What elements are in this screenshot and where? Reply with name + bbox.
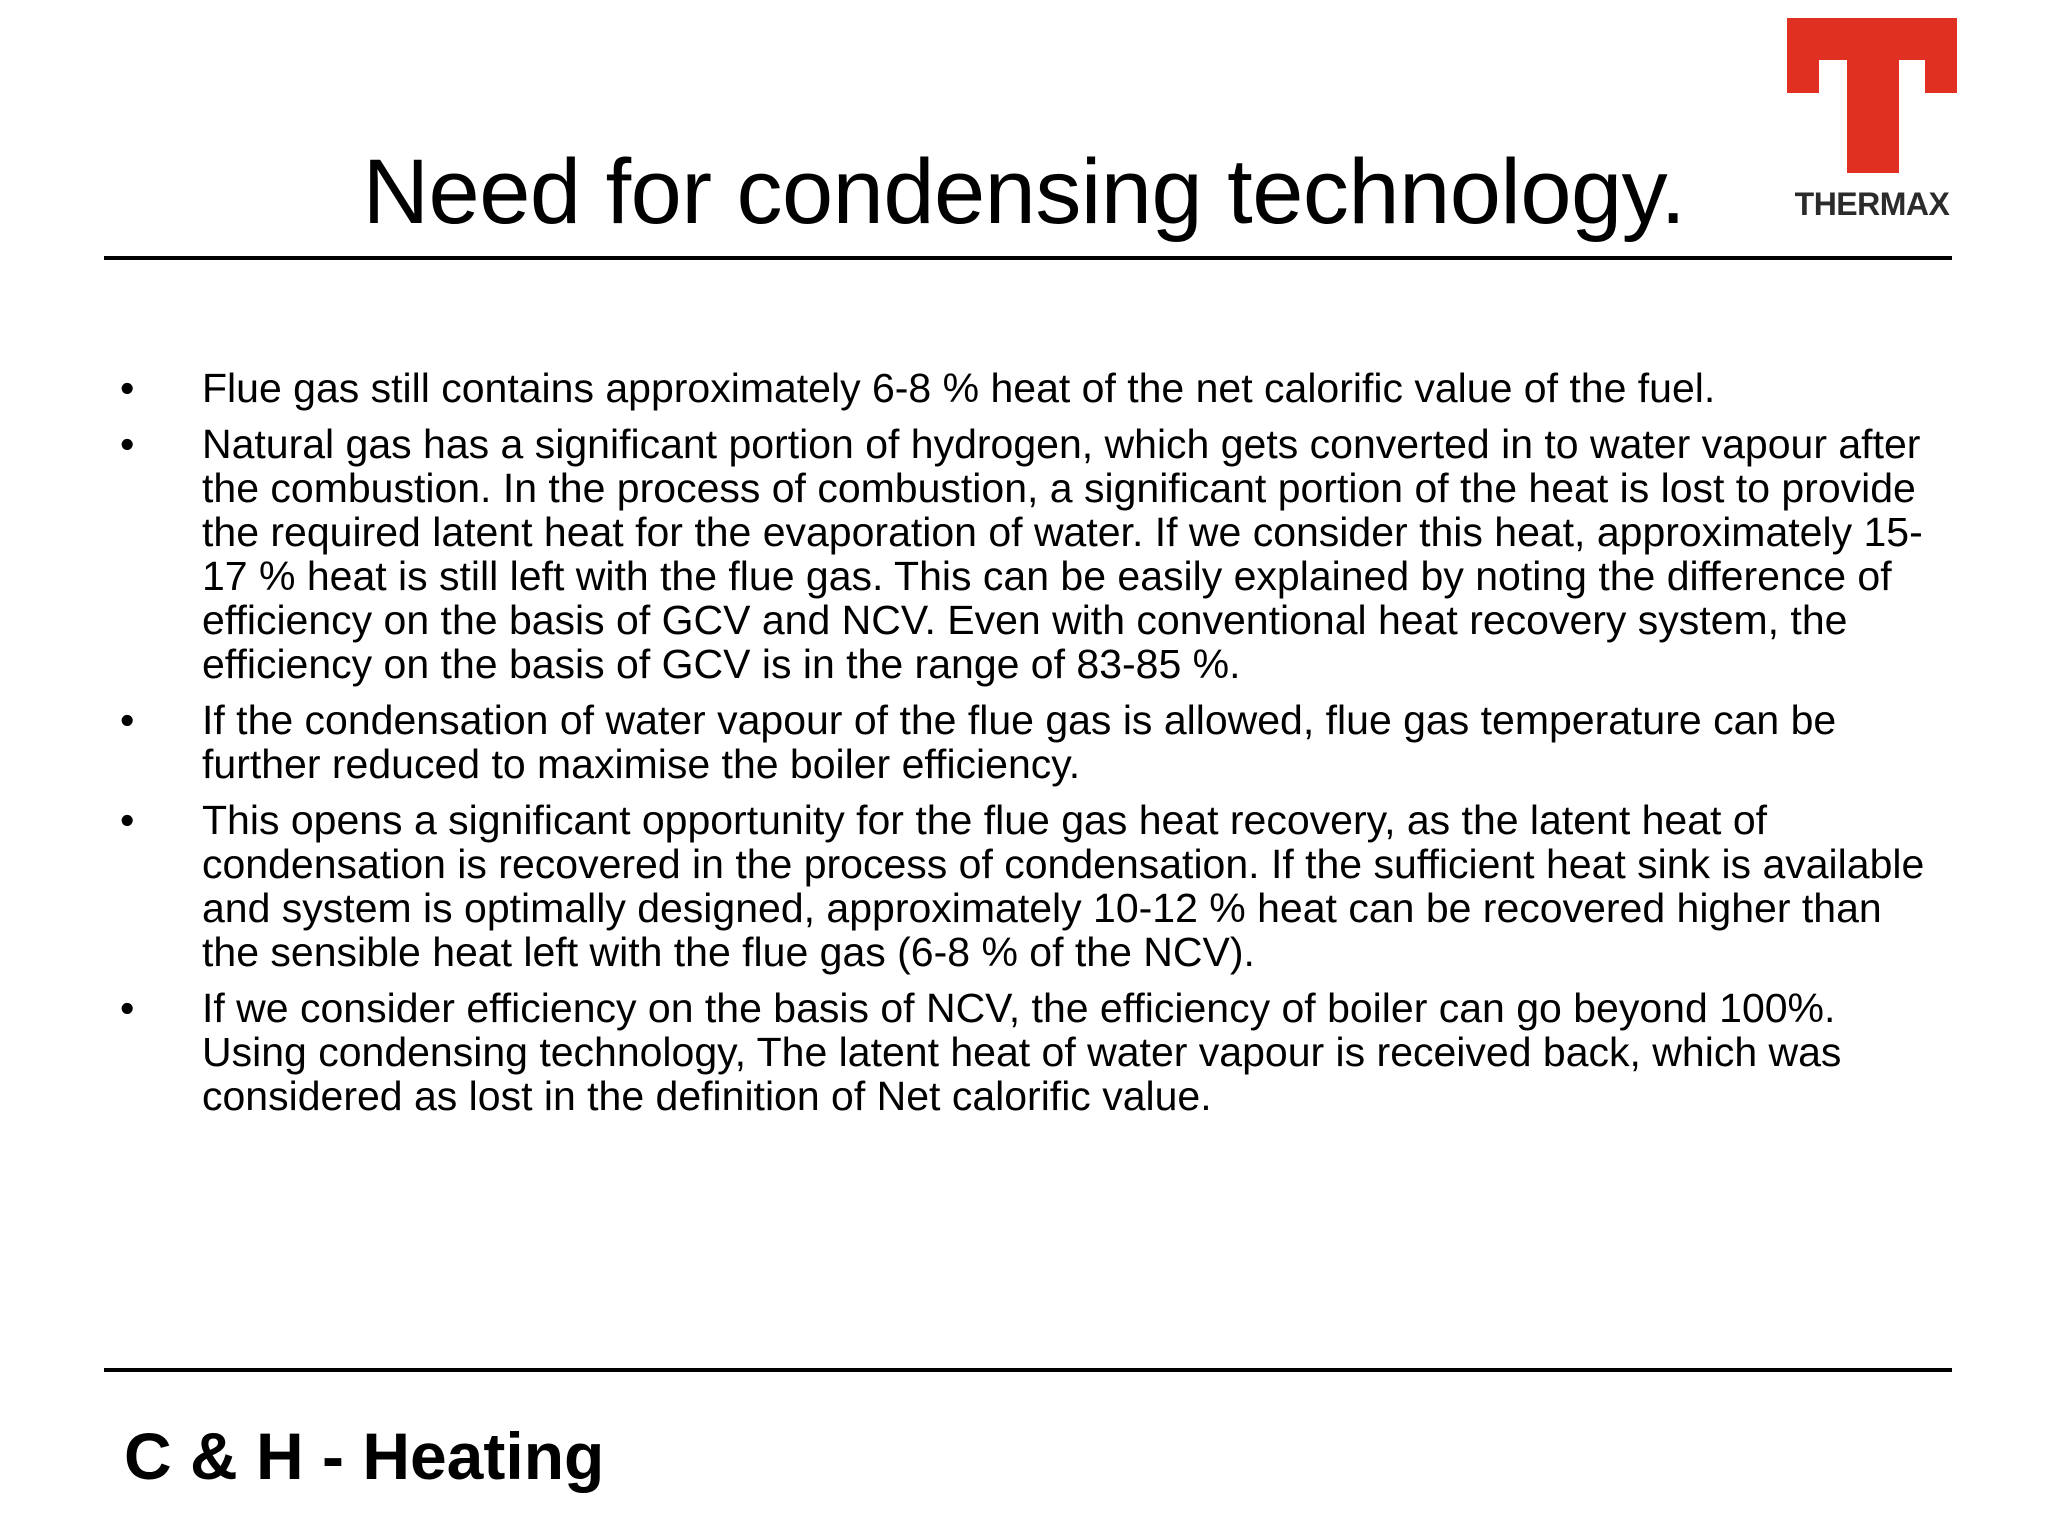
thermax-logo xyxy=(1787,18,1957,223)
bullet-icon: • xyxy=(120,421,135,467)
bullet-icon: • xyxy=(120,985,135,1031)
bullet-icon: • xyxy=(120,797,135,843)
list-item xyxy=(120,366,1950,410)
list-item xyxy=(120,798,1950,974)
list-item xyxy=(120,698,1950,786)
bullet-text: If the condensation of water vapour of the flue gas is allowed, flue gas temperature can be further reduced to maximise the boiler efficiency. xyxy=(202,697,1837,787)
bullet-text: This opens a significant opportunity for the flue gas heat recovery, as the latent heat of condensation is recovered in the process of condensation. If the sufficient heat sink is available and system is optimally designed, approximately 10-12 % heat can be recovered higher than the sensible heat left with the flue gas (6-8 % of the NCV). xyxy=(202,797,1925,975)
bullet-list xyxy=(120,366,1950,1130)
bullet-text: Flue gas still contains approximately 6-8 % heat of the net calorific value of the fuel. xyxy=(202,365,1716,411)
logo-text: THERMAX xyxy=(1794,186,1950,222)
logo-mark xyxy=(1787,18,1957,173)
footer-label: C & H - Heating xyxy=(124,1419,605,1493)
bullet-text: If we consider efficiency on the basis of NCV, the efficiency of boiler can go beyond 100%. Using condensing technology, The latent heat of water vapour is received back, which was considered as lost in the definition of Net calorific value. xyxy=(202,985,1842,1119)
slide-title: Need for condensing technology. xyxy=(362,141,1686,243)
list-item xyxy=(120,986,1950,1118)
bullet-icon: • xyxy=(120,365,135,411)
list-item xyxy=(120,422,1950,686)
footer-divider xyxy=(104,1368,1952,1372)
thermax-logo-icon xyxy=(1787,18,1957,183)
bullet-text: Natural gas has a significant portion of hydrogen, which gets converted in to water vapour after the combustion. In the process of combustion, a significant portion of the heat is lost to provide the required latent heat for the evaporation of water. If we consider this heat, approximately 15-17 % heat is still left with the flue gas. This can be easily explained by noting the difference of efficiency on the basis of GCV and NCV. Even with conventional heat recovery system, the efficiency on the basis of GCV is in the range of 83-85 %. xyxy=(202,421,1923,687)
title-divider xyxy=(104,256,1952,260)
bullet-icon: • xyxy=(120,697,135,743)
